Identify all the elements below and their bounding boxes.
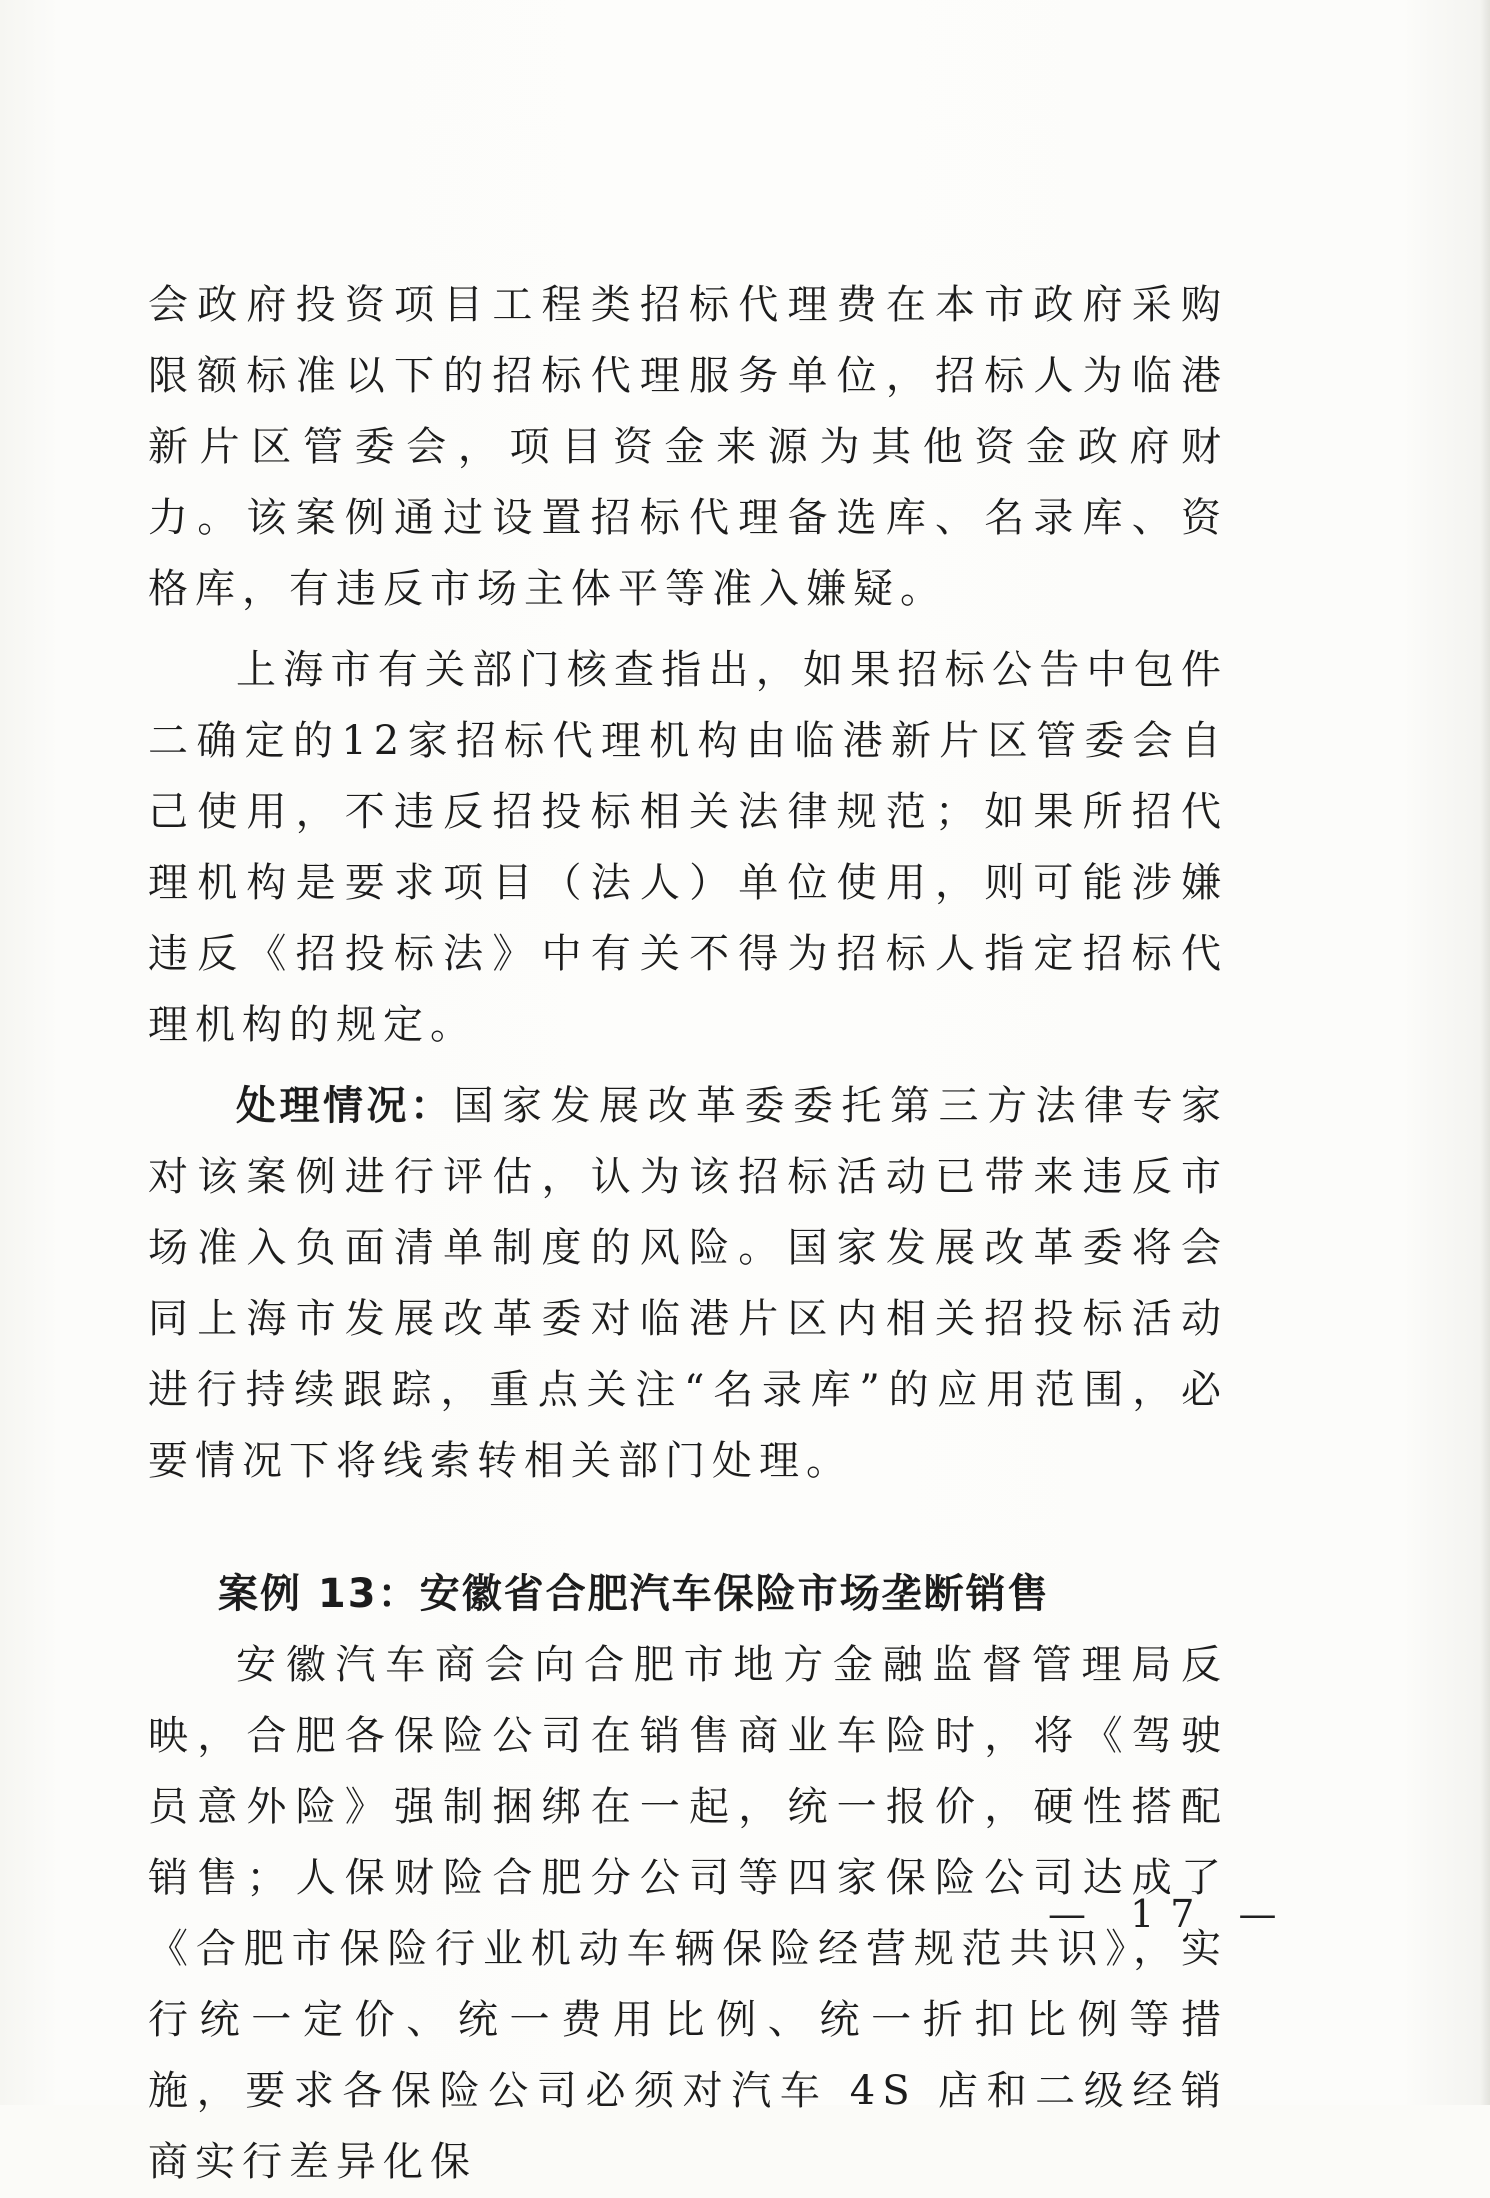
- paragraph-case-body: 安徽汽车商会向合肥市地方金融监督管理局反映，合肥各保险公司在销售商业车险时，将《驾驶员意外险》强制捆绑在一起，统一报价，硬性搭配销售；人保财险合肥分公司等四家保险公司达成了《合肥市保险行业机动车辆保险经营规范共识》，实行统一定价、统一费用比例、统一折扣比例等措施，要求各保险公司必须对汽车 4S 店和二级经销商实行差异化保: [148, 1642, 1228, 2185]
- paragraph-verification: 上海市有关部门核查指出，如果招标公告中包件二确定的12家招标代理机构由临港新片区管委会自己使用，不违反招投标相关法律规范；如果所招代理机构是要求项目（法人）单位使用，则可能涉嫌违反《招投标法》中有关不得为招标人指定招标代理机构的规定。: [148, 647, 1228, 1048]
- handling-label: 处理情况：: [236, 1083, 454, 1129]
- page-number: — 17 —: [1048, 1892, 1293, 1936]
- case-title: 案例 13：安徽省合肥汽车保险市场垄断销售: [218, 1571, 1050, 1617]
- scan-edge-shadow: [1480, 0, 1490, 2105]
- handling-text: 国家发展改革委委托第三方法律专家对该案例进行评估，认为该招标活动已带来违反市场准入负面清单制度的风险。国家发展改革委将会同上海市发展改革委对临港片区内相关招投标活动进行持续跟踪，重点关注“名录库”的应用范围，必要情况下将线索转相关部门处理。: [148, 1083, 1228, 1484]
- paragraph-continued: 会政府投资项目工程类招标代理费在本市政府采购限额标准以下的招标代理服务单位，招标人为临港新片区管委会，项目资金来源为其他资金政府财力。该案例通过设置招标代理备选库、名录库、资格库，有违反市场主体平等准入嫌疑。: [148, 282, 1228, 612]
- paragraph-handling: [148, 1071, 1228, 1497]
